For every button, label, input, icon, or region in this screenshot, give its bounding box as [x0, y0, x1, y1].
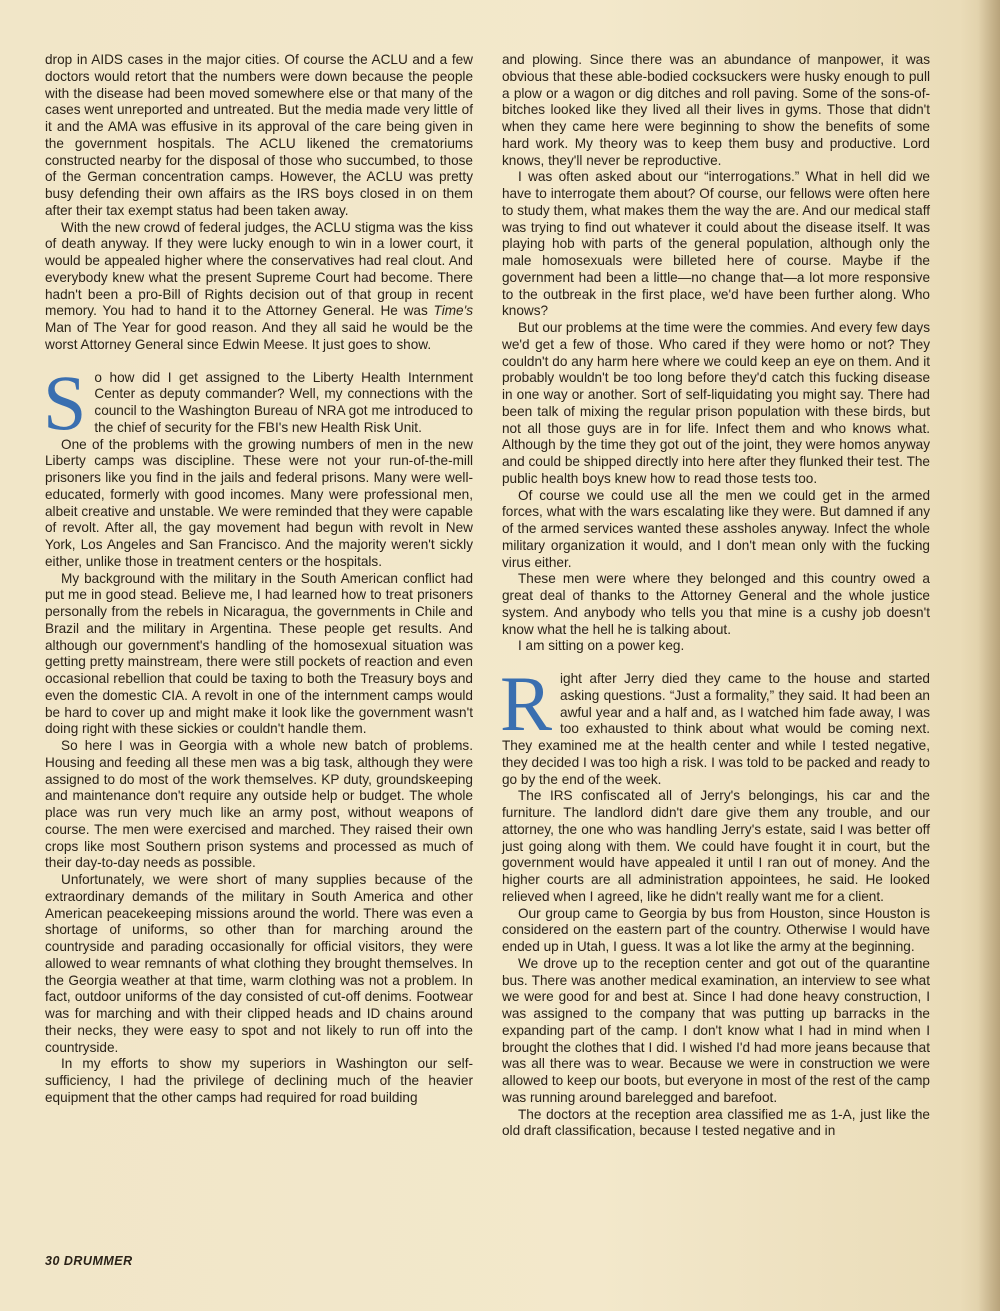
- paragraph: and plowing. Since there was an abundance of manpower, it was obvious that these able-bodied cocksuckers were husky enough to pull a plow or a wagon or dig ditches and roll paving. Some of the sons-of-bitches looked like they lived all their lives in gyms. Those that didn't when they came here were beginning to show the benefits of some hard work. My theory was to keep them busy and productive. Lord knows, they'll never be reproductive.: [502, 52, 930, 168]
- drop-cap: R: [500, 660, 553, 747]
- section-gap: [502, 655, 930, 671]
- left-column: [45, 52, 473, 1107]
- paragraph: I was often asked about our “interrogations.” What in hell did we have to interrogate them about? Of course, our fellows were often here to study them, what makes them the way the are. And our medical staff was trying to find out whatever it could about the disease itself. It was playing hob with parts of the general population, although only the male homosexuals were billeted here of course. Maybe if the government had been a little—no change that—a lot more responsive to the outbreak in the first place, we'd have been further along. Who knows?: [502, 169, 930, 319]
- paragraph: My background with the military in the South American conflict had put me in good stead. Believe me, I had learned how to treat prisoners personally from the rebels in Nicaragua, the governments in Chile and Brazil and the military in Argentina. These people get results. And although our government's handling of the homosexual situation was getting pretty mainstream, there were still pockets of reaction and even occasional rebellion that could be taxing to both the Treasury boys and even the domestic CIA. A revolt in one of the internment camps would be hard to cover up and might make it look like the government wasn't doing right with these sickies or couldn't handle them.: [45, 570, 473, 737]
- paragraph: Our group came to Georgia by bus from Houston, since Houston is considered on the eastern part of the country. Otherwise I would have ended up in Utah, I guess. It was a lot like the army at the beginning.: [502, 905, 930, 954]
- paragraph: I am sitting on a power keg.: [518, 638, 685, 654]
- section-gap: [45, 354, 473, 370]
- paragraph: In my efforts to show my superiors in Washington our self-sufficiency, I had the privilege of declining much of the heavier equipment that the other camps had required for road building: [45, 1056, 473, 1105]
- paragraph: One of the problems with the growing numbers of men in the new Liberty camps was discipline. These were not your run-of-the-mill prisoners like you find in the jails and federal prisons. Many were well-educated, formerly with good incomes. Many were professional men, albeit creative and unstable. We were reminded that they were capable of revolt. After all, the gay movement had begun with revolt in New York, Los Angeles and San Francisco. And the majority weren't sickly either, unlike those in treatment centers or the hospitals.: [45, 436, 473, 569]
- paragraph: We drove up to the reception center and got out of the quarantine bus. There was another medical examination, an interview to see what we were good for and best at. Since I had done heavy construction, I was assigned to the company that was putting up barracks in the expanding part of the camp. I don't know what I had in mind when I brought the clothes that I did. I wished I'd had more jeans because that was all there was to wear. Because we were in construction we were allowed to keep our boots, but everyone in most of the rest of the camp was running around barelegged and barefoot.: [502, 955, 930, 1105]
- paragraph: Unfortunately, we were short of many supplies because of the extraordinary demands of the military in South America and other American peacekeeping missions around the world. There was even a shortage of uniforms, so other than for marching around the countryside and parading occasionally for official visitors, they were allowed to wear remnants of what clothing they brought themselves. In the Georgia weather at that time, warm clothing was not a problem. In fact, outdoor uniforms of the day consisted of cut-off denims. Footwear was for marching and with their clipped heads and ID chains around their necks, they were easy to spot and not likely to run off into the countryside.: [45, 872, 473, 1055]
- paragraph: The doctors at the reception area classified me as 1-A, just like the old draft classification, because I tested negative and in: [502, 1106, 930, 1139]
- paragraph: drop in AIDS cases in the major cities. Of course the ACLU and a few doctors would retort that the numbers were down because the people with the disease had been moved somewhere else or that many of the cases went unreported and untreated. But the media made very little of it and the AMA was effusive in its approval of the care being given in the government hospitals. The ACLU likened the crematoriums constructed nearby for the disposal of those who succumbed, to those of the German concentration camps. However, the ACLU was pretty busy defending their own affairs as the IRS boys closed in on them after their tax exempt status had been taken away.: [45, 52, 473, 218]
- page-edge-shadow: [978, 0, 1000, 1311]
- page-footer: 30 DRUMMER: [45, 1254, 133, 1268]
- right-column: [502, 52, 930, 1140]
- time-magazine-title: Time's: [433, 303, 473, 319]
- paragraph: So here I was in Georgia with a whole new batch of problems. Housing and feeding all these men was a big task, although they were assigned to do most of the work themselves. KP duty, groundskeeping and maintenance don't require any outside help or budget. The whole place was run very much like an army post, without weapons of course. The men were exercised and marched. They raised their own crops like most Southern prison systems and processed as much of their day-to-day needs as possible.: [45, 738, 473, 871]
- section-opening-paragraph: So how did I get assigned to the Liberty Health Internment Center as deputy commander? Well, my connections with the council to the Washington Bureau of NRA got me introduced to the chief of security for the FBI's new Health Risk Unit.: [43, 358, 473, 446]
- paragraph: The IRS confiscated all of Jerry's belongings, his car and the furniture. The landlord didn't dare give them any trouble, and our attorney, the one who was handling Jerry's estate, said I was better off just going along with them. We could have fought it in court, but the government would have appealed it until I ran out of money. And the higher courts are all administration appointees, he said. He looked relieved when I agreed, like he didn't really want me for a client.: [502, 788, 930, 904]
- paragraph: With the new crowd of federal judges, the ACLU stigma was the kiss of death anyway. If they were lucky enough to win in a lower court, it would be appealed higher where the conservatives had real clout. And everybody knew what the present Supreme Court had become. There hadn't been a pro-Bill of Rights decision out of that group in recent memory. You had to hand it to the Attorney General. He was Time's Man of The Year for good reason. And they all said he would be the worst Attorney General since Edwin Meese. It just goes to show.: [45, 219, 473, 352]
- paragraph: Of course we could use all the men we could get in the armed forces, what with the wars escalating like they were. But damned if any of the armed services wanted these assholes anyway. Infect the whole military organization it would, and I don't mean only with the fucking virus either.: [502, 487, 930, 570]
- paragraph: These men were where they belonged and this country owed a great deal of thanks to the Attorney General and the whole justice system. And anybody who tells you that mine is a cushy job doesn't know what the hell he is talking about.: [502, 571, 930, 637]
- drop-cap: S: [43, 358, 87, 446]
- section-opening-paragraph: Right after Jerry died they came to the house and started asking questions. “Just a formality,” they said. It had been an awful year and a half and, as I watched him fade away, I was too exhausted to think about what would be coming next. They examined me at the health center and while I tested negative, they decided I was too high a risk. I was told to be packed and ready to go by the end of the week.: [500, 660, 930, 787]
- paragraph: But our problems at the time were the commies. And every few days we'd get a few of those. Who cared if they were homo or not? They couldn't do any harm here where we could keep an eye on them. And it probably wouldn't be too long before they'd catch this fucking disease in one way or another. Sort of self-liquidating you might say. There had been talk of mixing the regular prison population with these birds, but not all those guys are in for life. Infect them and who knows what. Although by the time they got out of the joint, they were homos anyway and could be shipped directly into here after they flunked their test. The public health boys knew how to read those tests too.: [502, 320, 930, 486]
